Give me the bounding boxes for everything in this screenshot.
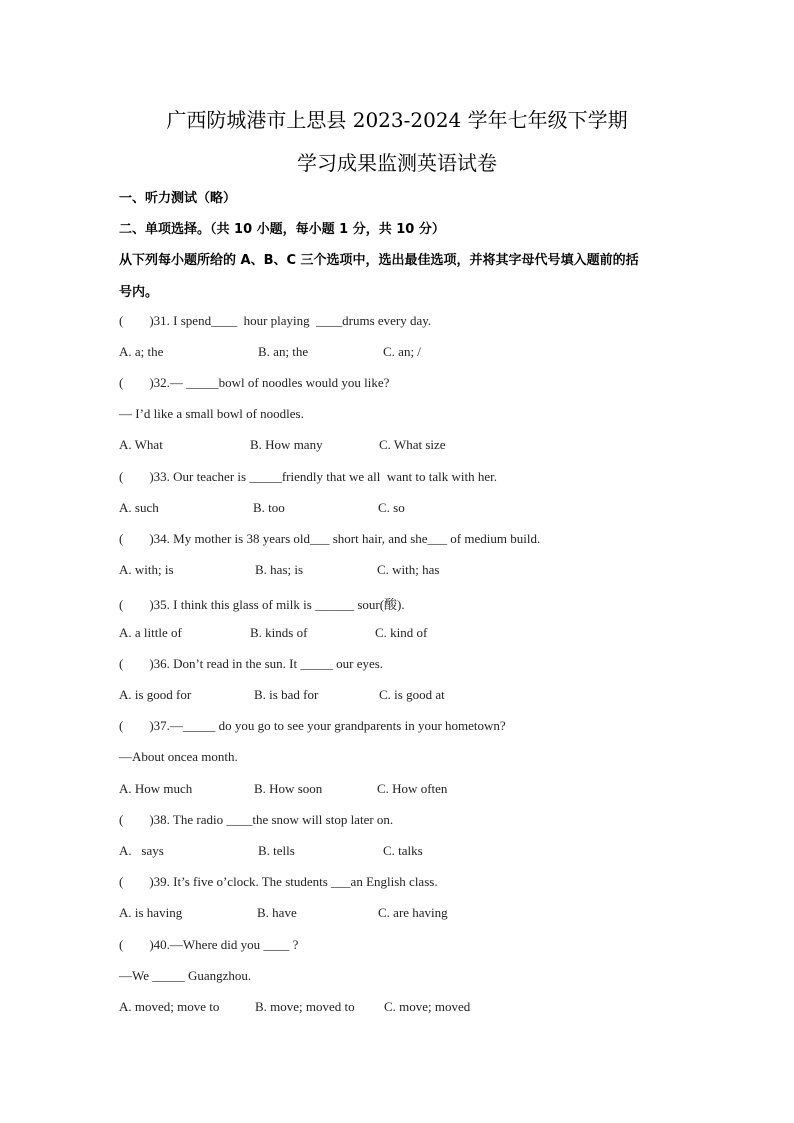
instruction-line2: 号内。 [119,285,159,300]
section-choice-heading: 二、单项选择。（共 10 小题，每小题 1 分，共 10 分） [119,222,445,237]
q31-option-a: A. a; the [119,344,164,359]
question-36: ( )36. Don’t read in the sun. It _____ our eyes. [119,656,384,671]
q35-option-a: A. a little of [119,625,182,640]
q37-option-c: C. How often [377,781,448,796]
question-32-response: — I’d like a small bowl of noodles. [119,406,304,421]
q34-option-a: A. with; is [119,562,174,577]
exam-title-line2: 学习成果监测英语试卷 [297,151,497,175]
q36-option-c: C. is good at [379,687,445,702]
section-listening-heading: 一、听力测试（略） [119,191,237,206]
question-32: ( )32.— _____bowl of noodles would you like? [119,375,390,390]
q31-option-c: C. an; / [383,344,421,359]
q39-option-b: B. have [257,905,297,920]
q39-option-c: C. are having [378,905,448,920]
q35-option-b: B. kinds of [250,625,308,640]
q33-option-c: C. so [378,500,405,515]
q33-option-b: B. too [253,500,285,515]
q38-option-c: C. talks [383,843,423,858]
q36-option-b: B. is bad for [254,687,319,702]
question-37-response: —About oncea month. [119,749,238,764]
question-33: ( )33. Our teacher is _____friendly that we all want to talk with her. [119,469,497,484]
question-31: ( )31. I spend____ hour playing ____drums every day. [119,313,432,328]
q37-option-b: B. How soon [254,781,323,796]
q40-option-b: B. move; moved to [255,999,355,1014]
q32-option-c: C. What size [379,437,446,452]
question-39: ( )39. It’s five o’clock. The students ___an English class. [119,874,438,889]
question-35: ( )35. I think this glass of milk is ______ sour(酸). [119,597,405,612]
q35-option-c: C. kind of [375,625,428,640]
q34-option-c: C. with; has [377,562,440,577]
q32-option-b: B. How many [250,437,323,452]
q36-option-a: A. is good for [119,687,192,702]
q37-option-a: A. How much [119,781,193,796]
q38-option-a: A. says [119,843,164,858]
q33-option-a: A. such [119,500,159,515]
question-34: ( )34. My mother is 38 years old___ short hair, and she___ of medium build. [119,531,541,546]
question-38: ( )38. The radio ____the snow will stop later on. [119,812,394,827]
q31-option-b: B. an; the [258,344,309,359]
q39-option-a: A. is having [119,905,183,920]
question-40-response: —We _____ Guangzhou. [119,968,252,983]
q32-option-a: A. What [119,437,163,452]
q40-option-c: C. move; moved [384,999,471,1014]
question-40: ( )40.—Where did you ____ ? [119,937,299,952]
q34-option-b: B. has; is [255,562,304,577]
question-37: ( )37.—_____ do you go to see your grandparents in your hometown? [119,718,506,733]
instruction-line1: 从下列每小题所给的 A、B、C 三个选项中，选出最佳选项，并将其字母代号填入题前的括 [119,253,639,268]
exam-title-line1: 广西防城港市上思县 2023-2024 学年七年级下学期 [166,108,628,132]
q40-option-a: A. moved; move to [119,999,220,1014]
q38-option-b: B. tells [258,843,295,858]
